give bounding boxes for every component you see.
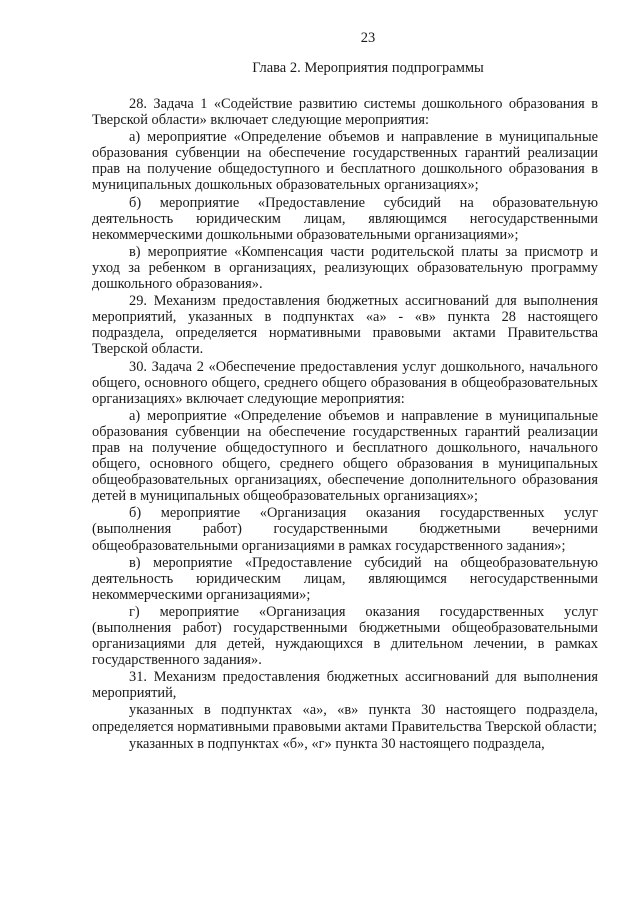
paragraph-30: 30. Задача 2 «Обеспечение предоставления услуг дошкольного, начального общего, основного общего, среднего общего образования в общеобразовательных организациях» включает следующие мероприятия: xyxy=(92,358,598,407)
paragraph-30-b: б) мероприятие «Организация оказания государственных услуг (выполнения работ) государственными бюджетными вечерними общеобразовательными организациями в рамках государственного задания»; xyxy=(92,505,598,554)
page-number: 23 xyxy=(360,30,376,46)
paragraph-29: 29. Механизм предоставления бюджетных ассигнований для выполнения мероприятий, указанных в подпунктах «а» - «в» пункта 28 настоящего подраздела, определяется нормативными правовыми актами Правительства Тверской области. xyxy=(92,293,598,358)
paragraph-30-v: в) мероприятие «Предоставление субсидий на общеобразовательную деятельность юридическим лицам, являющимся негосударственными некоммерческими организациями»; xyxy=(92,554,598,603)
paragraph-28-v: в) мероприятие «Компенсация части родительской платы за присмотр и уход за ребенком в организациях, реализующих образовательную программу дошкольного образования». xyxy=(92,243,598,293)
paragraph-31: 31. Механизм предоставления бюджетных ассигнований для выполнения мероприятий, xyxy=(92,669,598,702)
paragraph-31-item-1: указанных в подпунктах «а», «в» пункта 30 настоящего подраздела, определяется нормативными правовыми актами Правительства Тверской области; xyxy=(92,702,598,735)
paragraph-28-a: а) мероприятие «Определение объемов и направление в муниципальные образования субвенции на обеспечение государственных гарантий реализации прав на получение общедоступного и бесплатного дошкольного образования в муниципальных дошкольных образовательных организациях»; xyxy=(92,129,598,194)
paragraph-28-b: б) мероприятие «Предоставление субсидий на образовательную деятельность юридическим лицам, являющимся негосударственными некоммерческими дошкольными образовательными организациями»; xyxy=(92,194,598,243)
paragraph-30-a: а) мероприятие «Определение объемов и направление в муниципальные образования субвенции на обеспечение государственных гарантий реализации прав на получение общедоступного и бесплатного дошкольного, начального общего, основного общего, среднего общего образования в муниципальных общеобразовательных организациях, обеспечение дополнительного образования детей в муниципальных общеобразовательных организациях»; xyxy=(92,407,598,505)
paragraph-31-item-2: указанных в подпунктах «б», «г» пункта 30 настоящего подраздела, xyxy=(129,735,545,752)
document-body xyxy=(92,96,598,753)
paragraph-30-g: г) мероприятие «Организация оказания государственных услуг (выполнения работ) государственными бюджетными общеобразовательными организациями для детей, нуждающихся в длительном лечении, в рамках государственного задания». xyxy=(92,603,598,669)
chapter-title: Глава 2. Мероприятия подпрограммы xyxy=(252,60,484,76)
paragraph-28: 28. Задача 1 «Содействие развитию системы дошкольного образования в Тверской области» включает следующие мероприятия: xyxy=(92,96,598,129)
